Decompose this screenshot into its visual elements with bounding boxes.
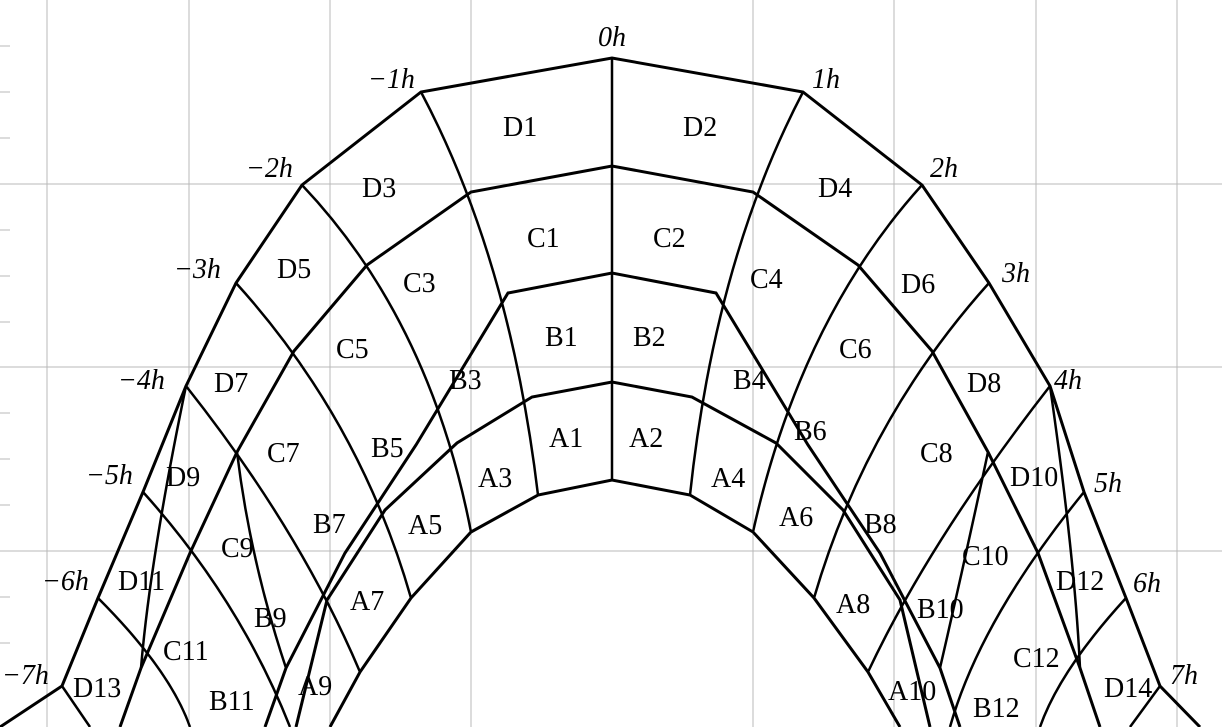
hour-label-m3h: −3h [174,254,221,285]
cell-d4: D4 [818,173,853,204]
cell-d9: D9 [166,462,201,493]
hour-label-m6h: −6h [42,566,89,597]
cell-a1: A1 [549,423,584,454]
cell-b4: B4 [733,365,766,396]
cell-a8: A8 [836,589,871,620]
cell-d6: D6 [901,269,936,300]
hour-label-p6h: 6h [1133,568,1161,599]
cell-b1: B1 [545,322,578,353]
cell-a4: A4 [711,463,746,494]
cell-b2: B2 [633,322,666,353]
cell-c12: C12 [1013,643,1060,674]
cell-a10: A10 [888,676,937,707]
hour-label-m4h: −4h [118,365,165,396]
cell-c9: C9 [221,533,254,564]
cell-d2: D2 [683,112,718,143]
cell-d3: D3 [362,173,397,204]
cell-d11: D11 [118,566,166,597]
cell-a3: A3 [478,463,513,494]
cell-c3: C3 [403,268,436,299]
hour-label-p3h: 3h [1002,258,1030,289]
hour-label-p1h: 1h [812,64,840,95]
cell-c2: C2 [653,223,686,254]
cell-b10: B10 [917,594,964,625]
cell-a5: A5 [408,510,443,541]
cell-d7: D7 [214,368,249,399]
cell-c1: C1 [527,223,560,254]
hour-label-m2h: −2h [246,153,293,184]
cell-d5: D5 [277,254,312,285]
cell-c5: C5 [336,334,369,365]
cell-c11: C11 [163,636,209,667]
cell-c7: C7 [267,438,300,469]
cell-b3: B3 [449,365,482,396]
cell-a2: A2 [629,423,664,454]
cell-a9: A9 [298,671,333,702]
cell-c10: C10 [962,541,1009,572]
cell-b11: B11 [209,686,255,717]
hour-label-p7h: 7h [1170,660,1198,691]
hour-label-p5h: 5h [1094,468,1122,499]
cell-b7: B7 [313,509,346,540]
cell-b9: B9 [254,603,287,634]
hour-label-m7h: −7h [2,660,49,691]
cell-c8: C8 [920,438,953,469]
cell-b12: B12 [973,693,1020,724]
hour-label-p4h: 4h [1054,365,1082,396]
cell-a7: A7 [350,586,385,617]
cell-d10: D10 [1010,462,1059,493]
cell-b5: B5 [371,433,404,464]
cell-d8: D8 [967,368,1002,399]
cell-d13: D13 [73,673,122,704]
hour-label-p2h: 2h [930,153,958,184]
cell-d1: D1 [503,112,538,143]
cell-d14: D14 [1104,673,1153,704]
hour-label-m1h: −1h [368,64,415,95]
cell-c4: C4 [750,264,783,295]
hour-label-m5h: −5h [86,460,133,491]
cell-c6: C6 [839,334,872,365]
cell-a6: A6 [779,502,814,533]
hour-label-0h: 0h [598,22,626,53]
cell-b8: B8 [864,509,897,540]
cell-d12: D12 [1056,566,1105,597]
cell-b6: B6 [794,416,827,447]
